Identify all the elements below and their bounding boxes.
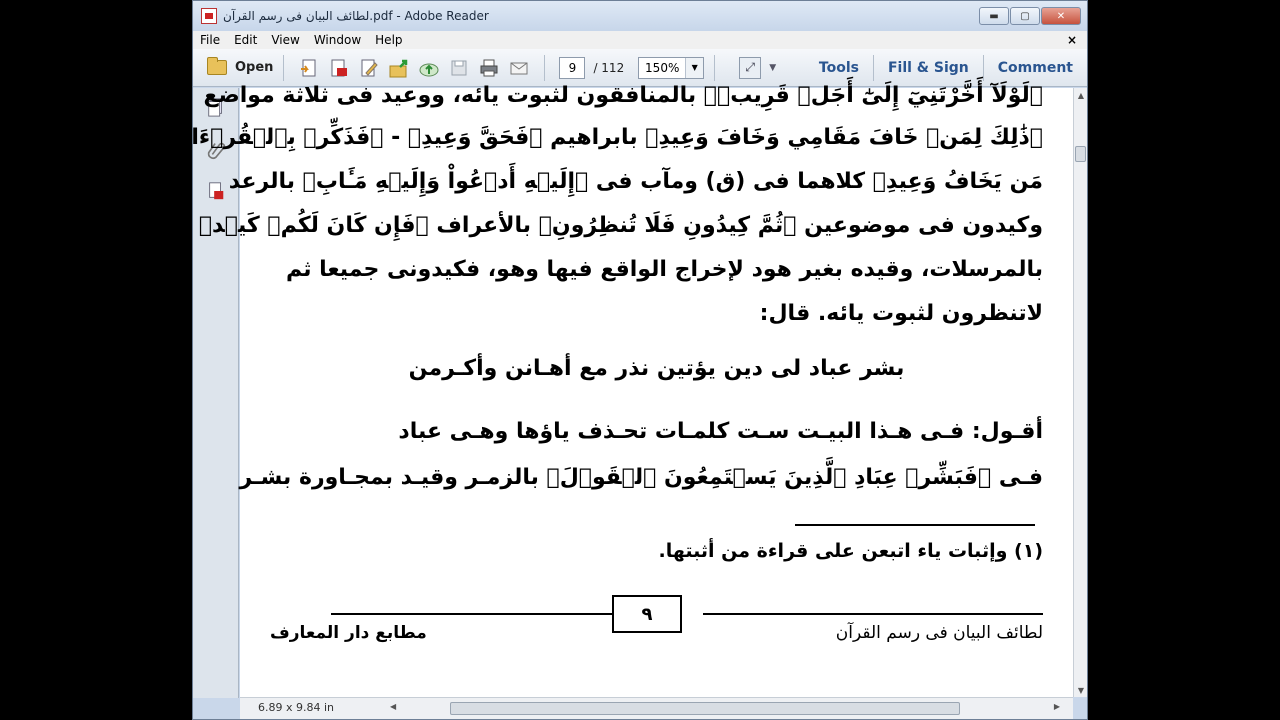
footnote-rule — [795, 524, 1035, 526]
window-controls — [979, 7, 1081, 25]
page-number-box: ٩ — [612, 595, 682, 633]
chevron-down-icon[interactable]: ▼ — [685, 58, 703, 78]
zoom-value: 150% — [645, 60, 680, 75]
page-number-input[interactable]: 9 — [559, 57, 585, 79]
pdf-app-icon — [201, 8, 217, 24]
horizontal-scrollbar[interactable] — [390, 702, 1060, 716]
open-label: Open — [235, 60, 274, 75]
pdf-page — [96, 83, 1073, 697]
adobe-reader-window — [96, 0, 1088, 720]
scroll-down-icon[interactable]: ▼ — [1077, 685, 1085, 695]
maximize-button[interactable]: ▢ — [1010, 7, 1040, 25]
text-line: أقـول: فـى هـذا البيـت سـت كلمـات تحـذف ياؤها وهـى عباد — [398, 419, 1043, 444]
menu-bar — [193, 31, 1087, 49]
scrollbar-thumb[interactable] — [450, 702, 960, 715]
menu-edit[interactable]: Edit — [234, 33, 258, 47]
fill-sign-pane-link[interactable]: Fill & Sign — [887, 59, 969, 76]
page-size-label: 6.89 x 9.84 in — [258, 701, 335, 714]
tools-pane-link[interactable]: Tools — [818, 59, 859, 76]
folder-icon — [207, 60, 227, 75]
minimize-button[interactable]: ▬ — [979, 7, 1009, 25]
menu-file[interactable]: File — [200, 33, 221, 47]
scroll-right-icon[interactable]: ▶ — [1053, 702, 1060, 711]
more-tools-chevron-icon[interactable]: ▼ — [769, 62, 777, 73]
status-bar — [240, 697, 1073, 719]
scroll-up-icon[interactable]: ▲ — [1077, 90, 1085, 100]
text-line: بالمرسلات، وقيده بغير هود لإخراج الواقع فيها وهو، فكيدونى جميعا ثم — [285, 257, 1043, 282]
page-total: / 112 — [593, 60, 625, 75]
vertical-scrollbar[interactable] — [1073, 88, 1087, 697]
text-line: لاتنظرون لثبوت يائه. قال: — [759, 301, 1043, 326]
footer-rule — [703, 613, 1043, 615]
document-viewport[interactable] — [96, 83, 1073, 697]
title-bar[interactable] — [193, 1, 1087, 31]
fit-page-icon[interactable]: ⤢ — [739, 57, 761, 79]
close-document-button[interactable]: × — [1066, 33, 1077, 47]
menu-window[interactable]: Window — [313, 33, 362, 47]
text-line: وكيدون فى موضوعين ﴿ثُمَّ كِيدُونِ فَلَا تُنظِرُونِ﴾ بالأعراف ﴿فَإِن كَانَ لَكُمۡ كَيۡدٞ فَكِيدُونِ﴾ — [96, 213, 1043, 238]
footnote: (١) وإثبات ياء اتبعن على قراءة من أثبتها. — [658, 540, 1043, 562]
text-line: ﴿لَوْلَآ أَخَّرْتَنِيٓ إِلَىٰٓ أَجَلٖ قَرِيبٖ﴾ بالمنافقون لثبوت يائه، ووعيد فى ثلاثة مواضع — [203, 83, 1043, 108]
text-line: مَن يَخَافُ وَعِيدِ﴾ كلاهما فى (ق) ومآب فى ﴿إِلَيۡهِ أَدۡعُواْ وَإِلَيۡهِ مَـَٔابِ﴾ بالرعد — [228, 169, 1043, 194]
window-title: لطائف البيان فى رسم القرآن.pdf - Adobe Reader — [223, 9, 489, 23]
footer-book-title: لطائف البيان فى رسم القرآن — [835, 623, 1043, 643]
menu-view[interactable]: View — [271, 33, 300, 47]
scroll-left-icon[interactable]: ◀ — [390, 702, 397, 711]
close-button[interactable]: ✕ — [1041, 7, 1081, 25]
text-line: ﴿ذَٰلِكَ لِمَنۡ خَافَ مَقَامِي وَخَافَ وَعِيدِ﴾ بابراهيم ﴿فَحَقَّ وَعِيدِ﴾ - ﴿فَذَكِّرۡ بِٱلۡقُرۡءَانِ — [172, 125, 1043, 150]
poetry-verse: بشر عباد لى دين يؤتين نذر مع أهـانن وأكـرمن — [408, 356, 905, 381]
menu-help[interactable]: Help — [375, 33, 403, 47]
pdf-signature-icon[interactable] — [205, 180, 227, 202]
open-button[interactable] — [207, 60, 273, 75]
footer-publisher: مطابع دار المعارف — [270, 623, 427, 643]
text-line: فـى ﴿فَبَشِّرۡ عِبَادِ ٱلَّذِينَ يَسۡتَمِعُونَ ٱلۡقَوۡلَ﴾ بالزمـر وقيـد بمجـاورة بشـر — [239, 465, 1043, 490]
scrollbar-thumb[interactable] — [1075, 146, 1086, 162]
comment-pane-link[interactable]: Comment — [997, 59, 1073, 76]
